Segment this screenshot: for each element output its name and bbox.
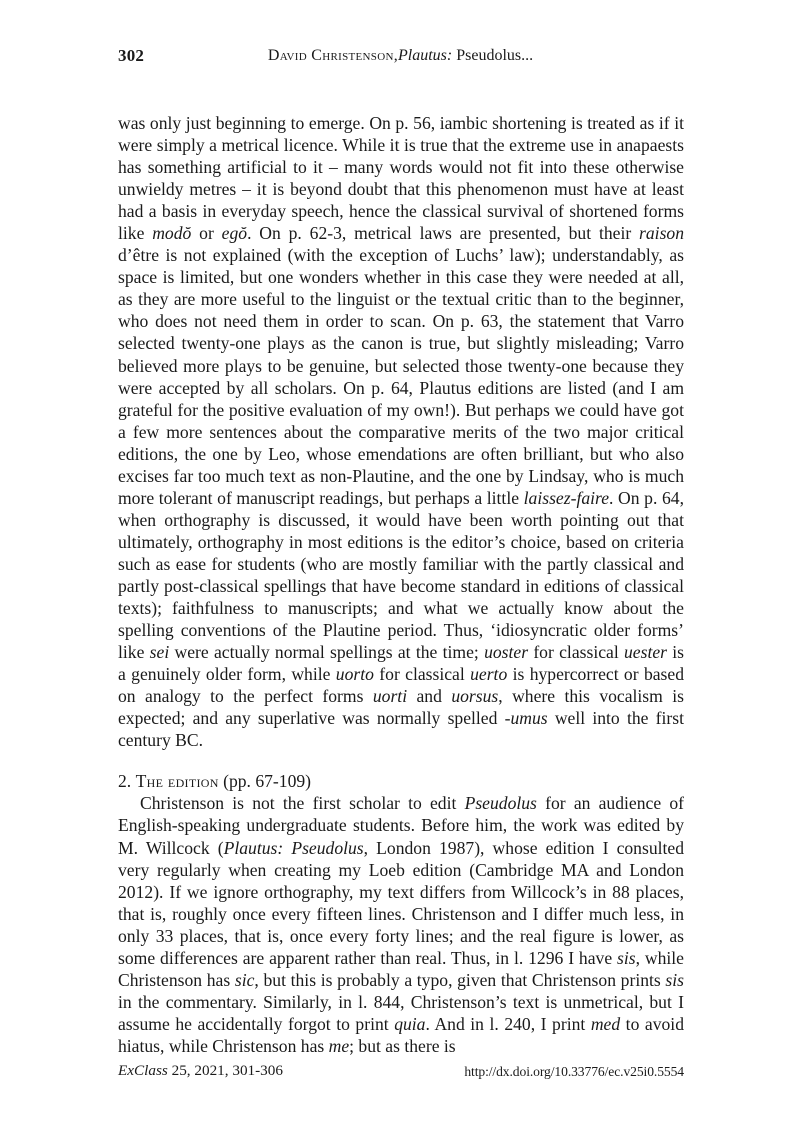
latin-term-me: me [328,1035,350,1056]
header-title [118,44,683,68]
latin-term-uester: uester [624,642,667,663]
page-number: 302 [118,46,145,65]
french-term-laissez-faire: laissez-faire [523,487,610,508]
latin-term-uerto: uerto [470,664,508,685]
latin-term-uorsus: uorsus [451,686,499,707]
section-title: The edition [135,771,219,792]
text-run: and [407,686,452,707]
text-run: ; but as there is [349,1035,456,1056]
text-run: was only just beginning to emerge. On p. 56, iambic shortening is treated as if it were simply a metrical licence. While it is true that the extreme use in anapaests has something artificial to it – many words would not fit into these otherwise unwieldy metres – it is beyond doubt that this phenomenon must have at least had a basis in everyday speech, hence the classical survival of shortened forms like [118,113,684,244]
french-term-raison: raison [639,223,685,244]
journal-citation [118,1059,283,1083]
text-run: for an audience of English-speaking undergraduate students. Before him, the work was edited by M. Willcock ( [118,793,684,858]
text-run: , while Christenson has [118,947,684,990]
latin-term-uoster: uoster [484,642,529,663]
citation-details: 25, 2021, 301-306 [167,1062,283,1079]
latin-term-uorti: uorti [372,686,408,707]
text-run: is a genuinely older form, while [118,642,685,685]
latin-term-sic: sic [234,969,255,990]
body-text-column [118,112,684,1057]
text-run: is hypercorrect or based on analogy to the perfect forms [118,664,684,707]
work-title-pseudolus: Pseudolus [464,793,537,814]
latin-term-modo: modŏ [152,223,192,244]
text-run: . And in l. 240, I print [425,1013,591,1034]
latin-suffix-umus: -umus [504,708,548,729]
text-run: or [191,223,222,244]
latin-term-sis-2: sis [665,969,684,990]
text-run: , London 1987), whose edition I consulted very regularly when creating my Loeb edition (Cambridge MA and London 2012). If we ignore orthography, my text differs from Willcock’s in 88 places, that is, roughly once every fifteen lines. Christenson and I differ much less, in only 33 places, that is, once every forty lines; and the real figure is lower, as some differences are apparent rather than real. Thus, in l. 1296 I have [118,837,684,968]
text-run: , but this is probably a typo, given that Christenson prints [254,969,666,990]
text-run: for classical [373,664,471,685]
latin-term-quia: quia [394,1013,426,1034]
work-title-plautus-pseudolus: Plautus: Pseudolus [223,837,364,858]
latin-term-sei: sei [149,642,170,663]
text-run: , where this vocalism is expected; and any superlative was normally spelled [118,686,684,729]
page-footer [118,1059,684,1083]
latin-term-med: med [590,1013,621,1034]
header-author: David Christenson, [267,47,399,64]
text-run: for classical [528,642,624,663]
section-number: 2. [118,771,136,792]
paragraph-section-2 [118,792,684,1057]
text-run: d’être is not explained (with the exception of Luchs’ law); understandably, as space is limited, but one wonders whether in this case they were needed at all, as they are more useful to the linguist or the textual critic than to the beginner, who does not need them in order to scan. On p. 63, the statement that Varro selected twenty-one plays as the canon is true, but slightly misleading; Varro believed more plays to be genuine, but selected those twenty-one because they were accepted by all scholars. On p. 64, Plautus editions are listed (and I am grateful for the positive evaluation of my own!). But perhaps we could have got a few more sentences about the comparative merits of the two major critical editions, the one by Leo, whose emendations are often brilliant, but who also excises far too much text as non-Plautine, and the one by Lindsay, who is much more tolerant of manuscript readings, but perhaps a little [118,245,684,508]
latin-term-ego: egŏ [221,223,248,244]
header-work-title-italic: Plautus: [398,47,453,64]
doi-link[interactable]: http://dx.doi.org/10.33776/ec.v25i0.5554 [464,1064,684,1079]
latin-term-uorto: uorto [335,664,374,685]
text-run: Christenson is not the first scholar to edit [140,793,465,814]
paragraph-continued [118,112,684,751]
text-run: . On p. 62-3, metrical laws are presented, but their [247,223,640,244]
header-work-title-rest: Pseudolus... [452,47,534,64]
section-page-range: (pp. 67-109) [218,771,312,792]
text-run: to avoid hiatus, while Christenson has [118,1013,684,1056]
text-run: . On p. 64, when orthography is discussed, it would have been worth pointing out that ultimately, orthography in most editions is the editor’s choice, based on criteria such as ease for students (who are mostly familiar with the partly classical and partly post-classical spellings that have become standard in editions of classical texts); faithfulness to manuscripts; and what we actually know about the spelling conventions of the Plautine period. Thus, ‘idiosyncratic older forms’ like [118,487,684,663]
text-run: in the commentary. Similarly, in l. 844, Christenson’s text is unmetrical, but I assume he accidentally forgot to print [118,991,684,1034]
latin-term-sis: sis [617,947,636,968]
text-run: were actually normal spellings at the time; [169,642,485,663]
text-run: well into the first century BC. [118,708,684,751]
running-header [118,44,683,68]
journal-name: ExClass [118,1062,168,1079]
section-heading [118,751,684,792]
